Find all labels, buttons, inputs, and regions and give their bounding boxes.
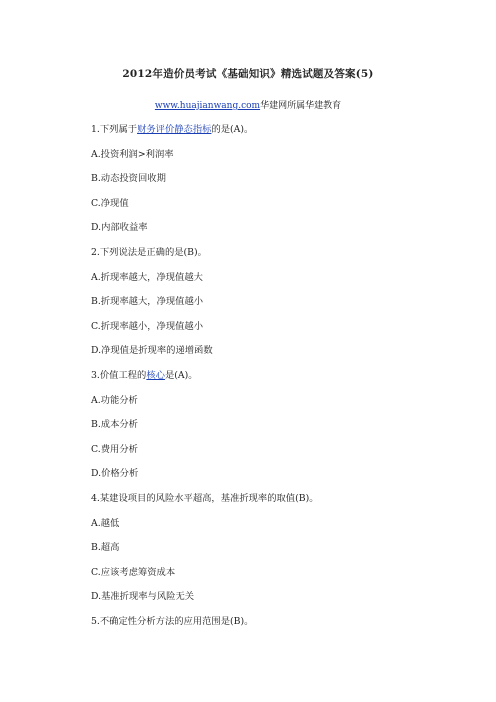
- source-suffix: 华建网所属华建教育: [260, 101, 342, 111]
- question-stem: 2.下列说法是正确的是(B)。: [91, 246, 207, 258]
- answer-option: D.价格分析: [91, 468, 139, 480]
- answer-option: A.折现率越大，净现值越大: [91, 271, 203, 283]
- answer-option: C.折现率越小，净现值越小: [91, 320, 204, 332]
- answer-option: C.应该考虑筹资成本: [91, 566, 176, 578]
- source-line: [0, 98, 496, 111]
- answer-option: C.费用分析: [91, 443, 138, 455]
- question-stem: 5.不确定性分析方法的应用范围是(B)。: [91, 615, 254, 627]
- question-stem: 1.下列属于财务评价静态指标的是(A)。: [91, 124, 254, 135]
- answer-option: D.基准折现率与风险无关: [91, 591, 195, 603]
- source-link[interactable]: www.huajianwang.com: [154, 101, 261, 111]
- answer-option: C.净现值: [91, 197, 129, 209]
- answer-option: D.净现值是折现率的递增函数: [91, 345, 213, 357]
- question-stem: 3.价值工程的核心是(A)。: [91, 369, 198, 381]
- answer-option: B.超高: [91, 542, 120, 554]
- answer-option: A.功能分析: [91, 394, 138, 406]
- answer-option: B.折现率越大，净现值越小: [91, 296, 204, 308]
- question-stem: 4.某建设项目的风险水平超高，基准折现率的取值(B)。: [91, 492, 319, 504]
- answer-option: B.成本分析: [91, 419, 138, 431]
- document-title: 2012年造价员考试《基础知识》精选试题及答案(5): [122, 68, 374, 80]
- answer-option: A.投资利润>利润率: [91, 148, 174, 160]
- keyword-link[interactable]: 财务评价静态指标: [137, 124, 212, 135]
- answer-option: D.内部收益率: [91, 222, 148, 234]
- keyword-link[interactable]: 核心: [146, 369, 165, 381]
- answer-option: A.越低: [91, 517, 120, 529]
- question-list: [91, 124, 471, 640]
- answer-option: B.动态投资回收期: [91, 173, 166, 185]
